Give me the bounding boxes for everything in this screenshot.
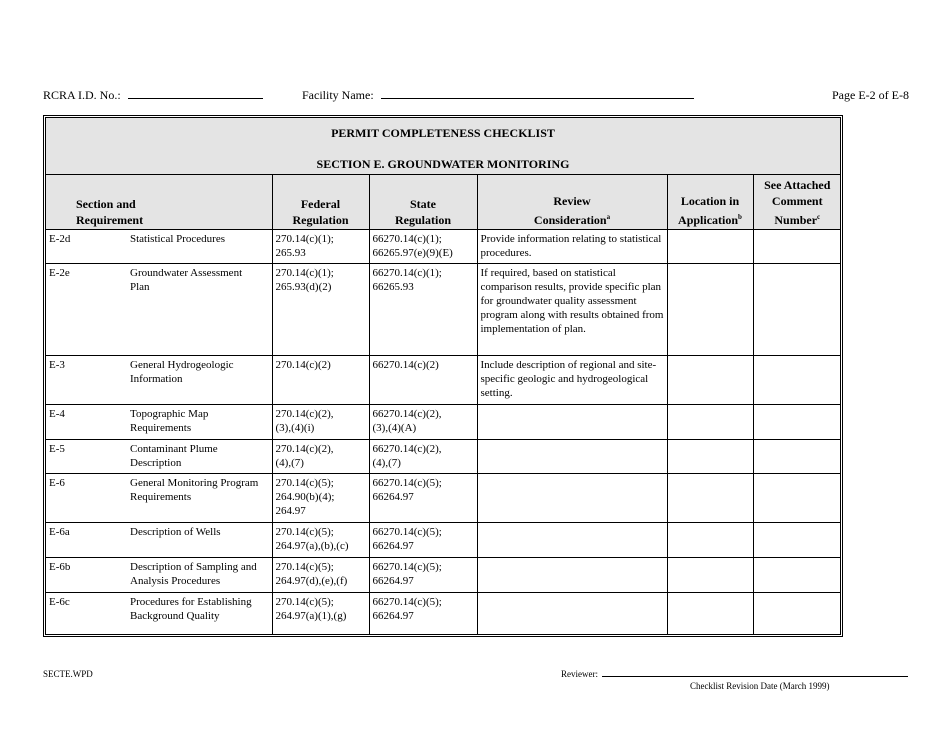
table-row xyxy=(46,558,841,593)
page-number: Page E-2 of E-8 xyxy=(832,88,909,102)
reviewer-label: Reviewer: xyxy=(561,669,598,679)
col-header-attached-l1: See Attached xyxy=(764,178,831,192)
comment-number-cell[interactable] xyxy=(753,230,841,264)
federal-regulation-cell: 270.14(c)(1); 265.93 xyxy=(272,230,369,264)
col-header-federal xyxy=(272,175,369,230)
section-requirement-cell xyxy=(46,558,272,593)
state-regulation-cell: 66270.14(c)(2), (4),(7) xyxy=(369,440,477,474)
checklist-rows xyxy=(46,230,841,638)
state-regulation-cell: 66270.14(c)(5); 66264.97 xyxy=(369,523,477,558)
table-row xyxy=(46,474,841,523)
federal-regulation-cell: 270.14(c)(5); 264.90(b)(4); 264.97 xyxy=(272,474,369,523)
requirement-text: General Hydrogeologic Information xyxy=(130,359,234,385)
footnote-a: a xyxy=(606,213,611,221)
requirement-text: Groundwater Assessment Plan xyxy=(130,267,243,293)
requirement-text: Procedures for Establishing Background Quality xyxy=(130,596,252,622)
review-consideration-cell xyxy=(477,558,667,593)
section-requirement-cell xyxy=(46,405,272,440)
comment-number-cell[interactable] xyxy=(753,356,841,405)
comment-number-cell[interactable] xyxy=(753,474,841,523)
section-id: E-6b xyxy=(49,561,71,573)
section-requirement-cell xyxy=(46,230,272,264)
col-header-review-text: Consideration xyxy=(533,213,607,227)
facility-name-label: Facility Name: xyxy=(302,88,374,102)
checklist-frame xyxy=(43,115,843,637)
reviewer-field xyxy=(561,669,908,679)
state-regulation-cell: 66270.14(c)(5); 66264.97 xyxy=(369,474,477,523)
col-header-attached-l2: Comment xyxy=(771,194,823,208)
requirement-text: Description of Sampling and Analysis Procedures xyxy=(130,561,257,587)
state-regulation-cell: 66270.14(c)(2) xyxy=(369,356,477,405)
section-id: E-6a xyxy=(49,526,70,538)
requirement-text: Statistical Procedures xyxy=(130,233,226,245)
location-cell[interactable] xyxy=(667,405,753,440)
section-id: E-3 xyxy=(49,359,65,371)
section-requirement-cell xyxy=(46,474,272,523)
section-id: E-5 xyxy=(49,443,65,455)
checklist-title-box xyxy=(46,118,840,175)
checklist-table xyxy=(46,175,841,637)
file-name: SECTE.WPD xyxy=(43,669,93,679)
section-requirement-cell xyxy=(46,440,272,474)
rcra-id-label: RCRA I.D. No.: xyxy=(43,88,121,102)
review-consideration-cell xyxy=(477,474,667,523)
rcra-id-field xyxy=(43,88,263,103)
table-row xyxy=(46,356,841,405)
comment-number-cell[interactable] xyxy=(753,405,841,440)
comment-number-cell[interactable] xyxy=(753,593,841,638)
section-requirement-cell xyxy=(46,593,272,638)
federal-regulation-cell: 270.14(c)(2) xyxy=(272,356,369,405)
section-id: E-6c xyxy=(49,596,70,608)
requirement-text: Topographic Map Requirements xyxy=(130,408,209,434)
table-row xyxy=(46,230,841,264)
comment-number-cell[interactable] xyxy=(753,264,841,356)
federal-regulation-cell: 270.14(c)(2), (4),(7) xyxy=(272,440,369,474)
section-requirement-cell xyxy=(46,264,272,356)
revision-date: Checklist Revision Date (March 1999) xyxy=(690,681,830,691)
review-consideration-cell: Include description of regional and site-specific geologic and hydrogeological setting. xyxy=(477,356,667,405)
state-regulation-cell: 66270.14(c)(1); 66265.93 xyxy=(369,264,477,356)
facility-name-blank[interactable] xyxy=(381,88,694,99)
review-consideration-cell xyxy=(477,523,667,558)
col-header-section xyxy=(46,175,272,230)
col-header-review-l2 xyxy=(480,209,665,228)
col-header-federal-l1: Federal xyxy=(300,197,341,211)
section-title: SECTION E. GROUNDWATER MONITORING xyxy=(316,157,570,171)
location-cell[interactable] xyxy=(667,356,753,405)
column-header-row xyxy=(46,175,841,230)
review-consideration-cell: Provide information relating to statistical procedures. xyxy=(477,230,667,264)
state-regulation-cell: 66270.14(c)(5); 66264.97 xyxy=(369,593,477,638)
requirement-text: Description of Wells xyxy=(130,526,221,538)
section-requirement-cell xyxy=(46,523,272,558)
comment-number-cell[interactable] xyxy=(753,558,841,593)
state-regulation-cell: 66270.14(c)(1); 66265.97(e)(9)(E) xyxy=(369,230,477,264)
col-header-section-l1: Section and xyxy=(76,197,136,211)
col-header-state-l1: State xyxy=(410,197,436,211)
footnote-b: b xyxy=(738,213,742,221)
location-cell[interactable] xyxy=(667,440,753,474)
state-regulation-cell: 66270.14(c)(2), (3),(4)(A) xyxy=(369,405,477,440)
location-cell[interactable] xyxy=(667,523,753,558)
col-header-location-l1: Location in xyxy=(680,194,740,208)
section-id: E-2e xyxy=(49,267,70,279)
col-header-state xyxy=(369,175,477,230)
table-row xyxy=(46,264,841,356)
table-row xyxy=(46,593,841,638)
federal-regulation-cell: 270.14(c)(2), (3),(4)(i) xyxy=(272,405,369,440)
federal-regulation-cell: 270.14(c)(5); 264.97(d),(e),(f) xyxy=(272,558,369,593)
col-header-review xyxy=(477,175,667,230)
federal-regulation-cell: 270.14(c)(5); 264.97(a),(b),(c) xyxy=(272,523,369,558)
review-consideration-cell xyxy=(477,440,667,474)
section-id: E-6 xyxy=(49,477,65,489)
col-header-attached xyxy=(753,175,841,230)
table-row xyxy=(46,523,841,558)
review-consideration-cell: If required, based on statistical comparison results, provide specific plan for groundwater quality assessment program along with results obtained from implementation of plan. xyxy=(477,264,667,356)
col-header-attached-text: Number xyxy=(774,213,818,227)
requirement-text: Contaminant Plume Description xyxy=(130,443,218,469)
comment-number-cell[interactable] xyxy=(753,523,841,558)
location-cell[interactable] xyxy=(667,558,753,593)
section-id: E-2d xyxy=(49,233,71,245)
col-header-review-l1: Review xyxy=(553,194,591,208)
federal-regulation-cell: 270.14(c)(1); 265.93(d)(2) xyxy=(272,264,369,356)
location-cell[interactable] xyxy=(667,264,753,356)
state-regulation-cell: 66270.14(c)(5); 66264.97 xyxy=(369,558,477,593)
col-header-federal-l2: Regulation xyxy=(292,213,349,227)
comment-number-cell[interactable] xyxy=(753,440,841,474)
col-header-attached-l3 xyxy=(756,209,840,228)
col-header-section-l2: Requirement xyxy=(76,213,144,227)
review-consideration-cell xyxy=(477,405,667,440)
col-header-location xyxy=(667,175,753,230)
col-header-state-l2: Regulation xyxy=(394,213,451,227)
reviewer-blank[interactable] xyxy=(602,669,908,677)
table-row xyxy=(46,405,841,440)
location-cell[interactable] xyxy=(667,593,753,638)
requirement-text: General Monitoring Program Requirements xyxy=(130,477,259,503)
federal-regulation-cell: 270.14(c)(5); 264.97(a)(1),(g) xyxy=(272,593,369,638)
rcra-id-blank[interactable] xyxy=(128,88,263,99)
col-header-location-text: Application xyxy=(678,213,739,227)
col-header-location-l2 xyxy=(670,209,751,228)
table-row xyxy=(46,440,841,474)
footnote-c: c xyxy=(817,213,821,221)
location-cell[interactable] xyxy=(667,230,753,264)
section-id: E-4 xyxy=(49,408,65,420)
facility-name-field xyxy=(302,88,694,103)
review-consideration-cell xyxy=(477,593,667,638)
location-cell[interactable] xyxy=(667,474,753,523)
checklist-title: PERMIT COMPLETENESS CHECKLIST xyxy=(331,126,555,140)
section-requirement-cell xyxy=(46,356,272,405)
